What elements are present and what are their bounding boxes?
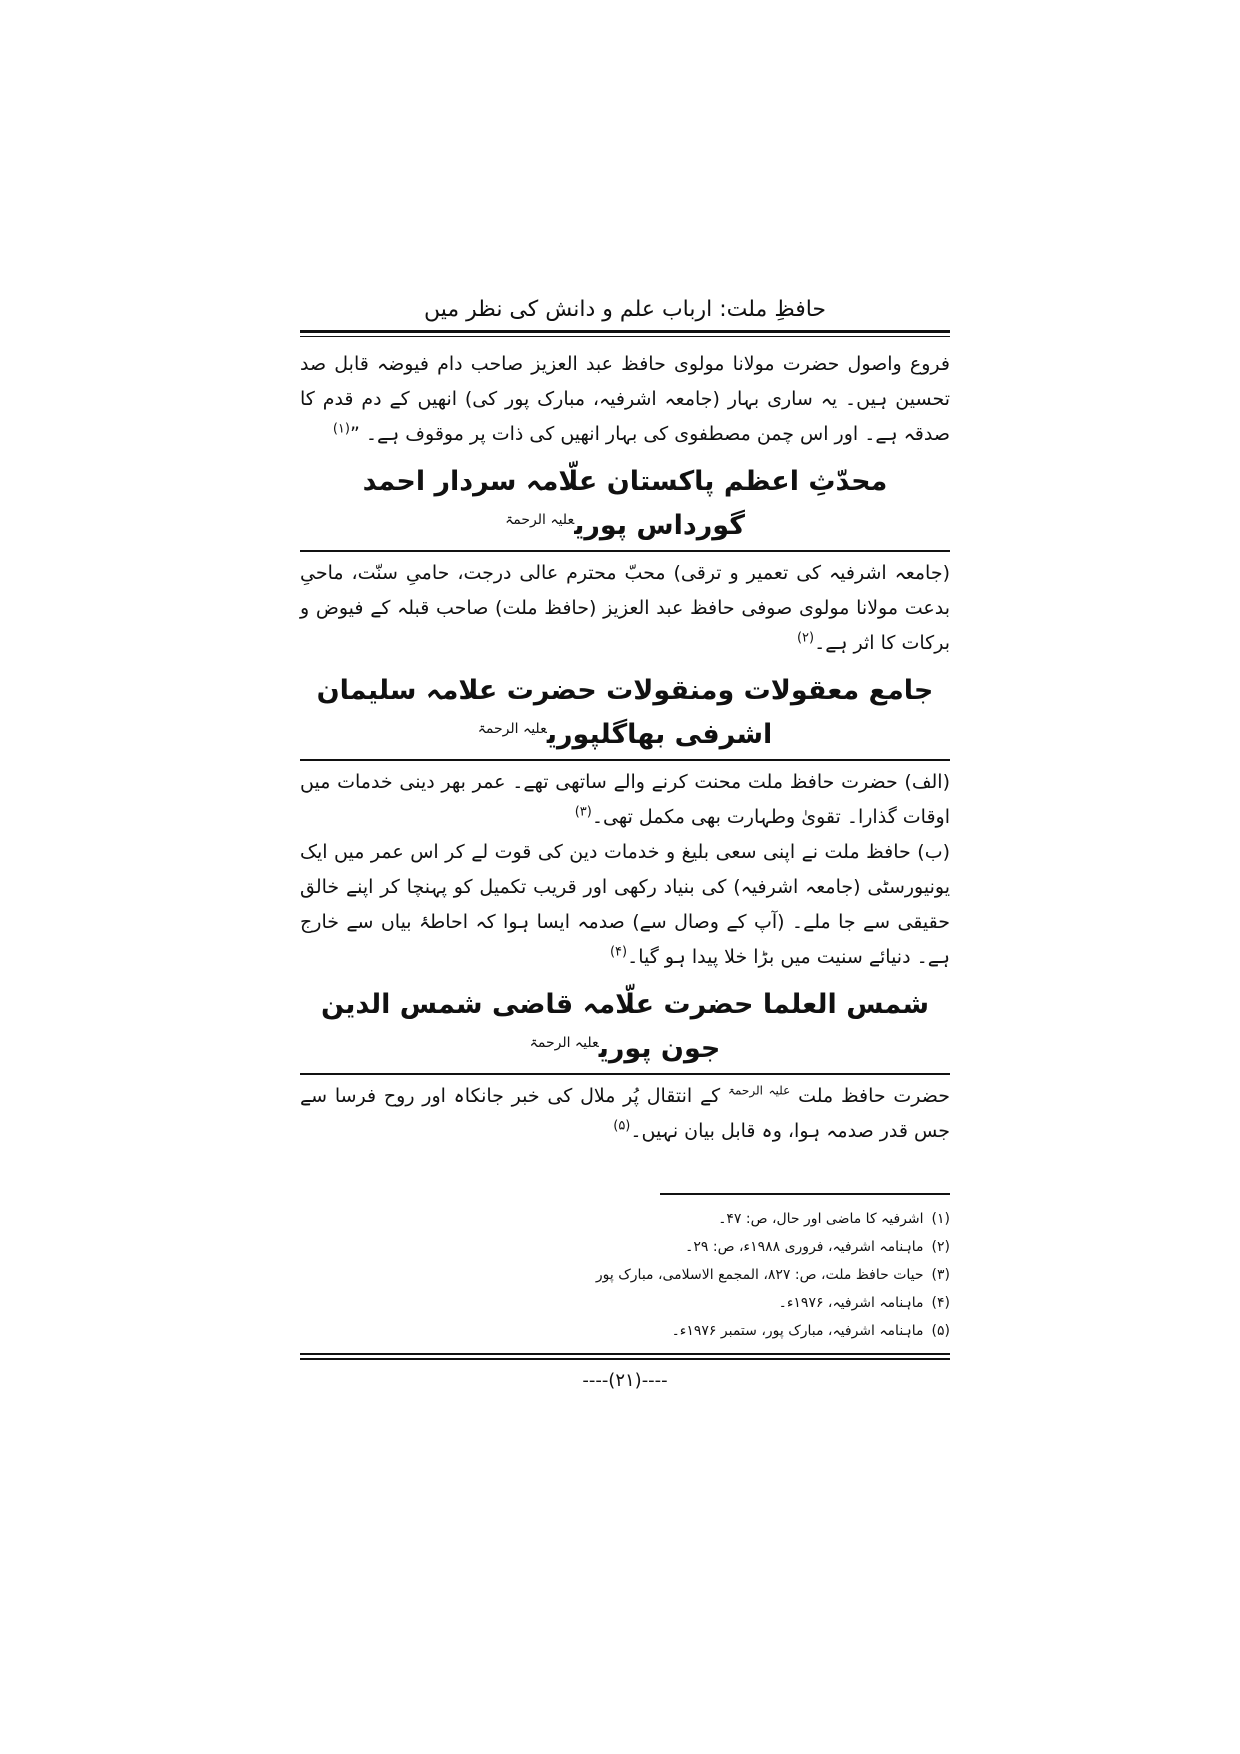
footnote-number: (۴) — [931, 1295, 950, 1311]
footnote-text: ماہنامہ اشرفیہ، ۱۹۷۶ء۔ — [778, 1295, 924, 1311]
section-heading-2-honorific: علیہ الرحمۃ — [477, 721, 547, 737]
footnote-text: ماہنامہ اشرفیہ، فروری ۱۹۸۸ء، ص: ۲۹۔ — [685, 1239, 924, 1255]
intro-footnote-ref: (۱) — [332, 421, 350, 437]
footnote-number: (۳) — [931, 1267, 950, 1283]
section-3-footnote-ref: (۵) — [613, 1118, 631, 1134]
section-1-paragraph-1 — [300, 556, 950, 661]
footnote-number: (۱) — [931, 1211, 950, 1227]
footnote-item — [300, 1289, 950, 1317]
section-heading-3-honorific: علیہ الرحمۃ — [529, 1035, 599, 1051]
footnote-item — [300, 1205, 950, 1233]
footnote-item — [300, 1233, 950, 1261]
section-heading-2 — [300, 669, 950, 761]
document-page — [300, 290, 950, 1440]
intro-paragraph — [300, 347, 950, 452]
section-2-paragraph-2-text: (ب) حافظ ملت نے اپنی سعی بلیغ و خدمات دین کی قوت لے کر اس عمر میں ایک یونیورسٹی (جامعہ اشرفیہ) کی بنیاد رکھی اور قریب تکمیل کو پہنچا کر اپنے خالق حقیقی سے جا ملے۔ (آپ کے وصال سے) صدمہ ایسا ہوا کہ احاطۂ بیاں سے خارج ہے۔ دنیائے سنیت میں بڑا خلا پیدا ہو گیا۔ — [300, 841, 950, 968]
section-3-paragraph-1 — [300, 1079, 950, 1149]
header-rule — [300, 330, 950, 337]
section-2-paragraph-1-text: (الف) حضرت حافظ ملت محنت کرنے والے ساتھی تھے۔ عمر بھر دینی خدمات میں اوقات گذارا۔ تقویٰ وطہارت بھی مکمل تھی۔ — [300, 771, 950, 828]
footnote-number: (۲) — [931, 1239, 950, 1255]
section-3-paragraph-1-text: کے انتقال پُر ملال کی خبر جانکاہ اور روح فرسا سے جس قدر صدمہ ہوا، وہ قابل بیان نہیں۔ — [300, 1085, 950, 1142]
footnote-text: حیات حافظ ملت، ص: ۸۲۷، المجمع الاسلامی، مبارک پور — [595, 1267, 924, 1283]
section-2-paragraph-1-footnote-ref: (۳) — [574, 804, 592, 820]
section-2-paragraph-1 — [300, 765, 950, 835]
section-1-paragraph-1-text: (جامعہ اشرفیہ کی تعمیر و ترقی) محبّ محترم عالی درجت، حامیِ سنّت، ماحیِ بدعت مولانا مولوی صوفی حافظ عبد العزیز (حافظ ملت) صاحب قبلہ کے فیوض و برکات کا اثر ہے۔ — [300, 562, 950, 654]
footnote-text: ماہنامہ اشرفیہ، مبارک پور، ستمبر ۱۹۷۶ء۔ — [671, 1323, 924, 1339]
section-1-footnote-ref: (۲) — [796, 630, 815, 646]
section-heading-1-text: محدّثِ اعظم پاکستان علّامہ سردار احمد گورداس پوری — [362, 466, 888, 541]
section-3-paragraph-1-lead: حضرت حافظ ملت — [798, 1085, 950, 1107]
footer-rule — [300, 1353, 950, 1360]
footnote-text: اشرفیہ کا ماضی اور حال، ص: ۴۷۔ — [718, 1211, 924, 1227]
footnotes-list — [300, 1205, 950, 1345]
section-2-paragraph-2-footnote-ref: (۴) — [609, 944, 628, 960]
section-heading-1-honorific: علیہ الرحمۃ — [505, 512, 575, 528]
section-heading-3-text: شمس العلما حضرت علّامہ قاضی شمس الدین جون پوری — [320, 989, 930, 1064]
section-heading-3 — [300, 983, 950, 1075]
footnote-number: (۵) — [931, 1323, 950, 1339]
section-heading-1 — [300, 460, 950, 552]
page-number: ----(۲۱)---- — [582, 1370, 668, 1391]
footnote-item — [300, 1317, 950, 1345]
intro-text: فروع واصول حضرت مولانا مولوی حافظ عبد العزیز صاحب دام فیوضہ قابل صد تحسین ہیں۔ یہ ساری بہار (جامعہ اشرفیہ، مبارک پور کی) انھیں کے دم قدم کا صدقہ ہے۔ اور اس چمن مصطفوی کی بہار انھیں کی ذات پر موقوف ہے۔ ” — [300, 353, 950, 445]
running-header: حافظِ ملت: ارباب علم و دانش کی نظر میں — [423, 297, 827, 322]
footnote-item — [300, 1261, 950, 1289]
section-3-inline-honorific: علیہ الرحمۃ — [727, 1083, 791, 1098]
footnote-separator — [660, 1193, 950, 1195]
section-2-paragraph-2 — [300, 835, 950, 975]
section-heading-2-text: جامع معقولات ومنقولات حضرت علامہ سلیمان اشرفی بھاگلپوری — [316, 675, 934, 750]
